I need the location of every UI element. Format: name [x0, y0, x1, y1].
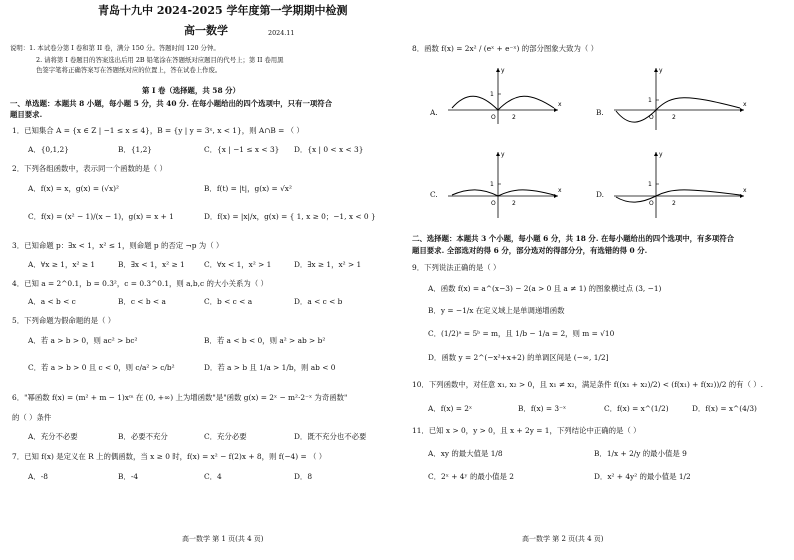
question-1-option-c[interactable]: C．{x | −1 ≤ x < 3}	[204, 145, 280, 154]
question-1-option-b[interactable]: B．{1,2}	[118, 145, 152, 154]
instruction-2a: 2. 请将第 I 卷题目的答案选出后用 2B 铅笔涂在答题纸对应题目的代号上；第 II 卷用黑	[36, 56, 284, 64]
question-7-option-c[interactable]: C．4	[204, 472, 222, 481]
question-2-option-d[interactable]: D．f(x) = |x|/x，g(x) = { 1, x ≥ 0；−1, x < 0 }	[204, 212, 376, 221]
graph-c-x-tick: 2	[512, 200, 516, 207]
graph-c-y-tick: 1	[490, 181, 494, 188]
question-11-option-b[interactable]: B．1/x + 2/y 的最小值是 9	[594, 449, 687, 458]
question-1-option-d[interactable]: D．{x | 0 < x < 3}	[294, 145, 364, 154]
question-5-option-c[interactable]: C．若 a > b > 0 且 c < 0，则 c/a² > c/b²	[28, 363, 175, 372]
question-10-option-b[interactable]: B．f(x) = 3⁻ˣ	[518, 404, 567, 413]
question-11-option-c[interactable]: C．2ˣ + 4ʸ 的最小值是 2	[428, 472, 514, 481]
question-7-option-a[interactable]: A．-8	[28, 472, 48, 481]
graph-a-origin: O	[491, 114, 496, 121]
exam-title: 青岛十九中 2024-2025 学年度第一学期期中检测	[98, 4, 348, 17]
question-6-stem-b: 的（ ）条件	[12, 413, 52, 422]
graph-c-y-axis-label: y	[501, 151, 505, 158]
question-9-option-d[interactable]: D．函数 y = 2^(−x²+x+2) 的单调区间是 (−∞, 1/2]	[428, 353, 609, 362]
question-10-option-a[interactable]: A．f(x) = 2ˣ	[428, 404, 473, 413]
question-10-option-d[interactable]: D．f(x) = x^(4/3)	[692, 404, 757, 413]
question-3-option-a[interactable]: A．∀x ≥ 1，x² ≥ 1	[28, 260, 96, 269]
question-2-option-c[interactable]: C．f(x) = (x² − 1)/(x − 1)，g(x) = x + 1	[28, 212, 174, 221]
question-7-option-d[interactable]: D．8	[294, 472, 313, 481]
page-1	[6, 0, 390, 560]
graph-d-y-tick: 1	[648, 181, 652, 188]
graph-d-x-tick: 2	[672, 200, 676, 207]
question-6-option-c[interactable]: C．充分必要	[204, 432, 247, 441]
question-10-option-c[interactable]: C．f(x) = x^(1/2)	[604, 404, 669, 413]
graph-a-label[interactable]: A.	[430, 108, 438, 117]
graph-b-x-tick: 2	[672, 114, 676, 121]
question-4-option-d[interactable]: D．a < c < b	[294, 297, 343, 306]
part-1-title: 第 I 卷（选择题，共 58 分）	[142, 86, 240, 95]
question-8-stem: 8．函数 f(x) = 2x² / (eˣ + e⁻ˣ) 的部分图象大致为（ ）	[412, 44, 598, 53]
section-1-heading-b: 题目要求.	[10, 110, 43, 119]
graph-a-x-axis-label: x	[558, 101, 562, 108]
graph-a	[444, 64, 564, 128]
question-7-option-b[interactable]: B．-4	[118, 472, 139, 481]
graph-d	[610, 148, 750, 222]
graph-c-label[interactable]: C.	[430, 190, 438, 199]
question-2-option-b[interactable]: B．f(t) = |t|，g(x) = √x²	[204, 184, 292, 193]
question-1-stem: 1．已知集合 A = {x ∈ Z | −1 ≤ x ≤ 4}，B = {y | y = 3ˣ, x < 1}，则 A∩B = （ ）	[12, 126, 304, 135]
graph-c	[444, 148, 564, 222]
instruction-2b: 色签字笔将正确答案写在答题纸对应的位置上，答在试卷上作废。	[36, 66, 222, 74]
question-9-option-a[interactable]: A．函数 f(x) = a^(x−3) − 2(a > 0 且 a ≠ 1) 的图象横过点 (3, −1)	[428, 284, 662, 293]
section-2-heading-b: 题目要求. 全部选对的得 6 分，部分选对的得部分分，有选错的得 0 分.	[412, 246, 648, 255]
question-10-stem: 10．下列函数中，对任意 x₁, x₂ > 0，且 x₁ ≠ x₂，满足条件 f((x₁ + x₂)/2) < (f(x₁) + f(x₂))/2 的有（ ）.	[412, 380, 764, 389]
question-5-option-d[interactable]: D．若 a > b 且 1/a > 1/b，则 ab < 0	[204, 363, 336, 372]
question-6-option-a[interactable]: A．充分不必要	[28, 432, 78, 441]
graph-a-y-tick: 1	[490, 91, 494, 98]
question-4-stem: 4．已知 a = 2^0.1，b = 0.3²，c = 0.3^0.1，则 a,b,c 的大小关系为（ ）	[12, 279, 268, 288]
question-5-option-a[interactable]: A．若 a > b > 0，则 ac² > bc²	[28, 336, 138, 345]
question-3-option-b[interactable]: B．∃x < 1，x² ≥ 1	[118, 260, 185, 269]
question-5-option-b[interactable]: B．若 a < b < 0，则 a² > ab > b²	[204, 336, 326, 345]
question-1-option-a[interactable]: A．{0,1,2}	[28, 145, 69, 154]
graph-b-x-axis-label: x	[743, 101, 747, 108]
subject-title: 高一数学	[184, 24, 228, 37]
question-9-stem: 9．下列说法正确的是（ ）	[412, 263, 501, 272]
question-6-option-d[interactable]: D．既不充分也不必要	[294, 432, 367, 441]
question-11-option-a[interactable]: A．xy 的最大值是 1/8	[428, 449, 503, 458]
question-6-option-b[interactable]: B．必要不充分	[118, 432, 168, 441]
graph-b-label[interactable]: B.	[596, 108, 604, 117]
graph-c-x-axis-label: x	[558, 187, 562, 194]
graph-b-y-axis-label: y	[659, 67, 663, 74]
graph-d-origin: O	[649, 200, 654, 207]
graph-a-y-axis-label: y	[501, 67, 505, 74]
question-4-option-a[interactable]: A．a < b < c	[28, 297, 76, 306]
question-11-option-d[interactable]: D．x² + 4y² 的最小值是 1/2	[594, 472, 691, 481]
graph-d-label[interactable]: D.	[596, 190, 605, 199]
question-5-stem: 5．下列命题为假命题的是（ ）	[12, 316, 116, 325]
question-9-option-c[interactable]: C．(1/2)ᵃ = 5ᵇ = m，且 1/b − 1/a = 2，则 m = √10	[428, 329, 615, 338]
question-11-stem: 11．已知 x > 0，y > 0，且 x + 2y = 1，下列结论中正确的是（ ）	[412, 426, 641, 435]
question-3-option-d[interactable]: D．∃x ≥ 1，x² > 1	[294, 260, 362, 269]
question-6-stem-a: 6．"幂函数 f(x) = (m² + m − 1)xᵐ 在 (0, +∞) 上为增函数"是"函数 g(x) = 2ˣ − m²·2⁻ˣ 为奇函数"	[12, 393, 348, 402]
exam-date: 2024.11	[268, 29, 295, 37]
question-2-option-a[interactable]: A．f(x) = x，g(x) = (√x)²	[28, 184, 120, 193]
graph-c-origin: O	[491, 200, 496, 207]
page-2-footer: 高一数学 第 2 页(共 4 页)	[522, 535, 604, 543]
section-1-heading-a: 一、单选题：本题共 8 小题，每小题 5 分，共 40 分. 在每小题给出的四个选项中，只有一项符合	[10, 99, 333, 108]
instruction-1: 说明：1. 本试卷分第 I 卷和第 II 卷，满分 150 分。答题时间 120 分钟。	[10, 44, 220, 52]
graph-b-origin: O	[649, 114, 654, 121]
graph-d-x-axis-label: x	[743, 187, 747, 194]
page-1-footer: 高一数学 第 1 页(共 4 页)	[182, 535, 264, 543]
graph-b	[610, 64, 750, 134]
question-7-stem: 7．已知 f(x) 是定义在 R 上的偶函数，当 x ≥ 0 时，f(x) = x² − f(2)x + 8，则 f(−4) = （ ）	[12, 452, 327, 461]
question-4-option-c[interactable]: C．b < c < a	[204, 297, 253, 306]
graph-d-y-axis-label: y	[659, 151, 663, 158]
question-4-option-b[interactable]: B．c < b < a	[118, 297, 166, 306]
question-9-option-b[interactable]: B．y = −1/x 在定义域上是单调递增函数	[428, 306, 565, 315]
graph-a-x-tick: 2	[512, 114, 516, 121]
question-3-stem: 3．已知命题 p：∃x < 1，x² ≤ 1，则命题 p 的否定 ¬p 为（ ）	[12, 241, 224, 250]
question-2-stem: 2．下列各组函数中，表示同一个函数的是（ ）	[12, 164, 167, 173]
page-2	[410, 0, 794, 560]
graph-b-y-tick: 1	[648, 97, 652, 104]
question-3-option-c[interactable]: C．∀x < 1，x² > 1	[204, 260, 272, 269]
section-2-heading-a: 二、选择题：本题共 3 个小题，每小题 6 分，共 18 分. 在每小题给出的四个选项中，有多项符合	[412, 234, 735, 243]
